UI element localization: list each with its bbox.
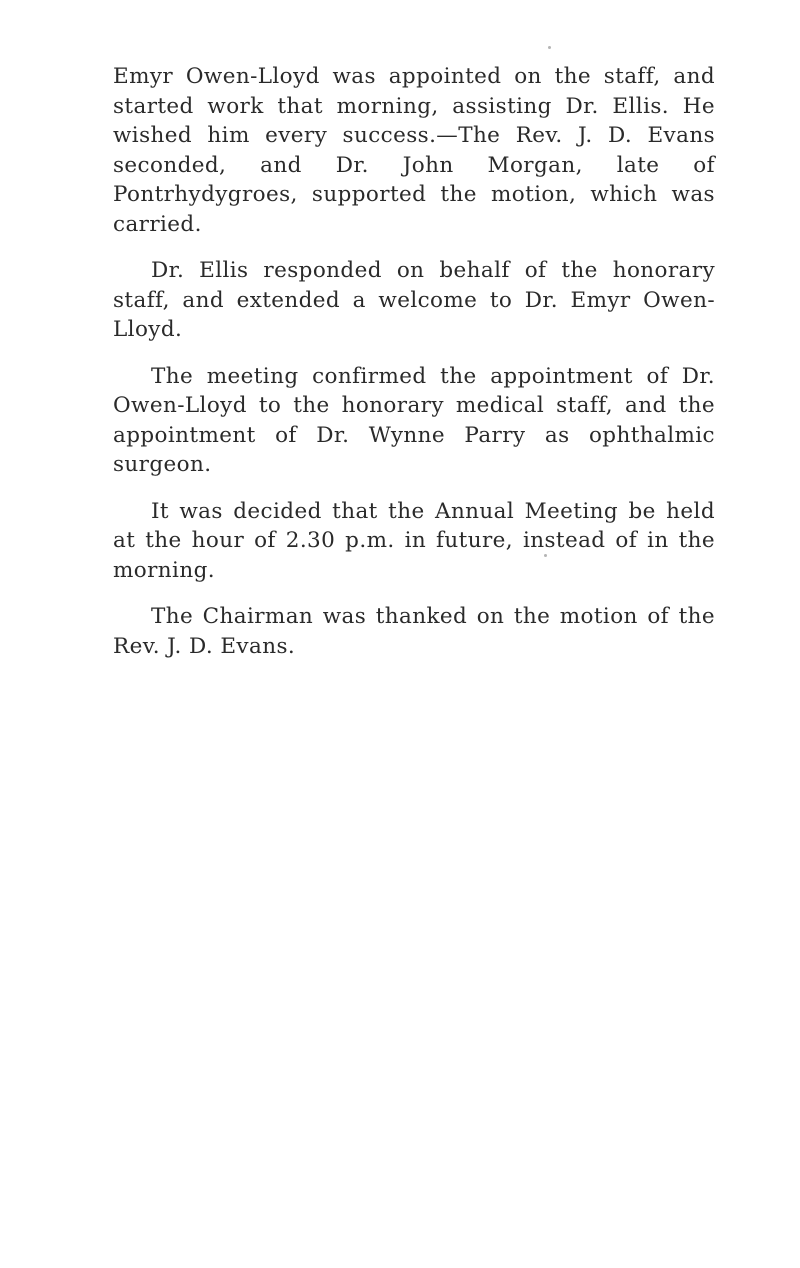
paragraph-annual-meeting: It was decided that the Annual Meeting be held at the hour of 2.30 p.m. in future, instead of in the morning. xyxy=(113,498,715,583)
paragraph-ellis-response: Dr. Ellis responded on behalf of the honorary staff, and extended a welcome to Dr. Emyr Owen-Lloyd. xyxy=(113,258,715,342)
paragraph-appointment: Emyr Owen-Lloyd was appointed on the staff, and started work that morning, assisting Dr. Ellis. He wished him every success.—The Rev. J. D. Evans seconded, and Dr. John Morgan, late of Pontrhydygroes, supported the motion, which was carried. xyxy=(113,64,715,237)
report-text xyxy=(113,62,715,661)
ink-speck xyxy=(544,554,547,557)
ink-speck xyxy=(548,46,551,49)
paragraph-chairman-thanks: The Chairman was thanked on the motion of the Rev. J. D. Evans. xyxy=(113,604,715,659)
paragraph-confirmed-appointments: The meeting confirmed the appointment of Dr. Owen-Lloyd to the honorary medical staff, and the appointment of Dr. Wynne Parry as ophthalmic surgeon. xyxy=(113,363,715,477)
